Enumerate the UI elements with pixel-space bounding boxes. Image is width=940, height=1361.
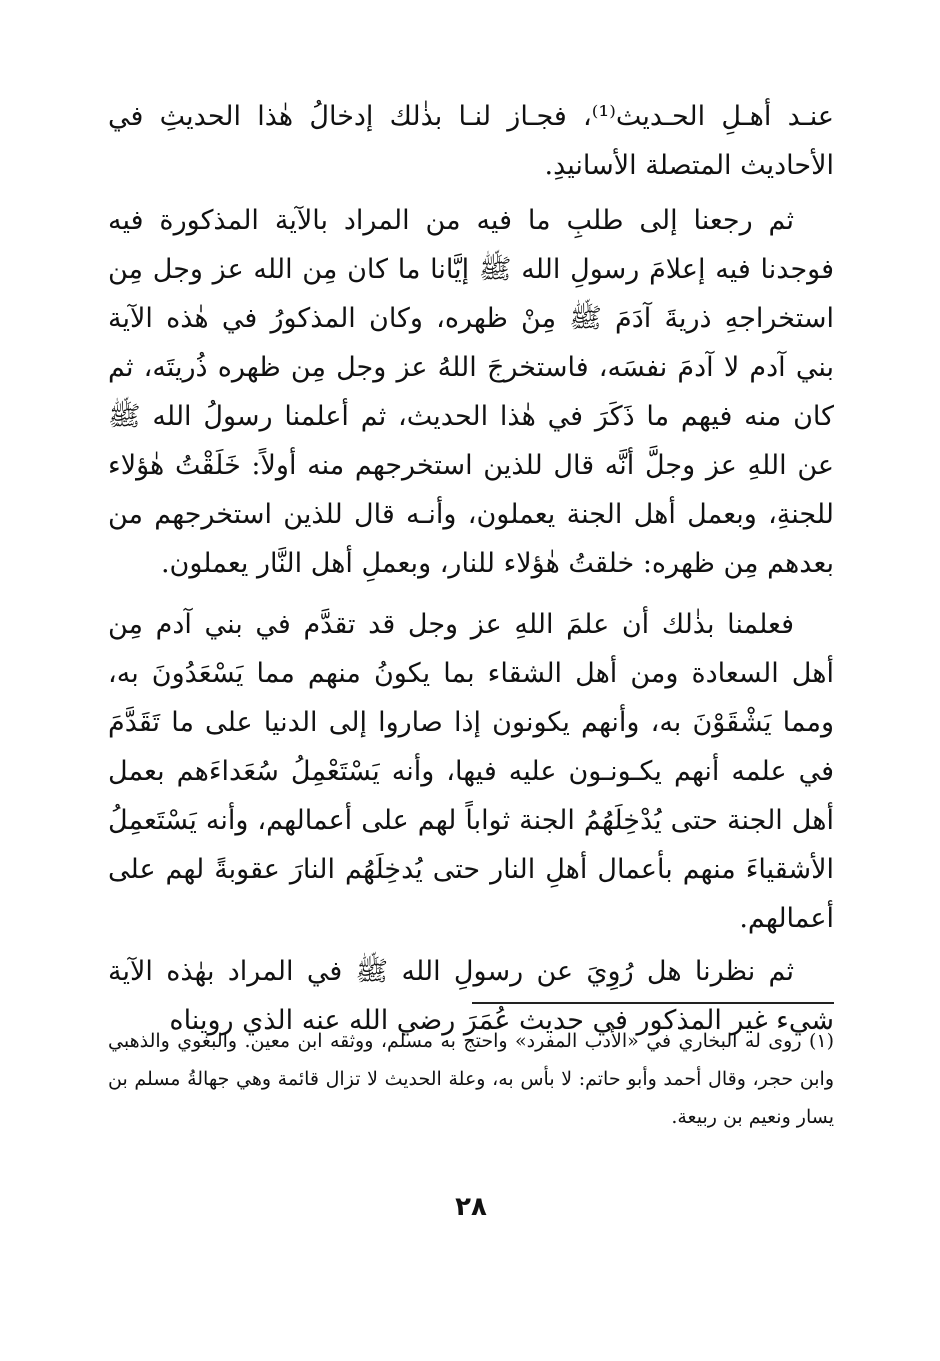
paragraph-2: ثم رجعنا إلى طلبِ ما فيه من المراد بالآية المذكورة فيه فوجدنا فيه إعلامَ رسولِ الله ﷺ إيَّانا ما كان مِن الله عز وجل مِن استخراجهِ ذريةَ آدَمَ ﷺ مِنْ ظهره، وكان المذكورُ في هٰذه الآية بني آدم لا آدمَ نفسَه، فاستخرجَ اللهُ عز وجل مِن ظهره ذُريتَه، ثم كان منه فيهم ما ذَكَرَ في هٰذا الحديث، ثم أعلمنا رسولُ الله ﷺ عن اللهِ عز وجلَّ أنَّه قال للذين استخرجهم منه أولاً: خَلَقْتُ هٰؤلاء للجنةِ، وبعمل أهل الجنة يعملون، وأنـه قال للذين استخرجهم من بعدهم مِن ظهره: خلقتُ هٰؤلاء للنار، وبعملِ أهل النَّار يعملون. xyxy=(108,205,834,579)
paragraph-1: عنـد أهـلِ الحـديث⁽¹⁾، فجـاز لنـا بذٰلك إدخالُ هٰذا الحديثِ في الأحاديث المتصلة الأسانيدِ. xyxy=(108,101,834,181)
paragraph-4: ثم نظرنا هل رُوِيَ عن رسولِ الله ﷺ في المراد بهٰذه الآية شيء غير المذكور في حديث عُمَرَ رضي الله عنه الذي رويناه xyxy=(108,956,834,1036)
main-text xyxy=(108,92,834,1045)
book-page xyxy=(108,92,834,1332)
footnote: (١) روى له البخاري في «الأدب المفرد» واحتج به مسلم، ووثقه ابن معين. والبغوي والذهبي وابن حجر، وقال أحمد وأبو حاتم: لا بأس به، وعلة الحديث لا تزال قائمة وهي جهالةُ مسلم بن يسار ونعيم بن ربيعة. xyxy=(108,1030,834,1128)
page-number: ٢٨ xyxy=(455,1192,487,1222)
paragraph-3: فعلمنا بذٰلك أن علمَ اللهِ عز وجل قد تقدَّم في بني آدم مِن أهل السعادة ومن أهل الشقاء بما يكونُ منهم مما يَسْعَدُونَ به، ومما يَشْقَوْنَ به، وأنهم يكونون إذا صاروا إلى الدنيا على ما تَقَدَّمَ في علمه أنهم يكـونـون عليه فيها، وأنه يَسْتَعْمِلُ سُعَداءَهم بعمل أهل الجنة حتى يُدْخِلَهُمُ الجنة ثواباً لهم على أعمالهم، وأنه يَسْتَعمِلُ الأشقياءَ منهم بأعمال أهلِ النار حتى يُدخِلَهُم النارَ عقوبةً لهم على أعمالهم. xyxy=(108,609,834,934)
footnote-separator xyxy=(472,1002,834,1004)
